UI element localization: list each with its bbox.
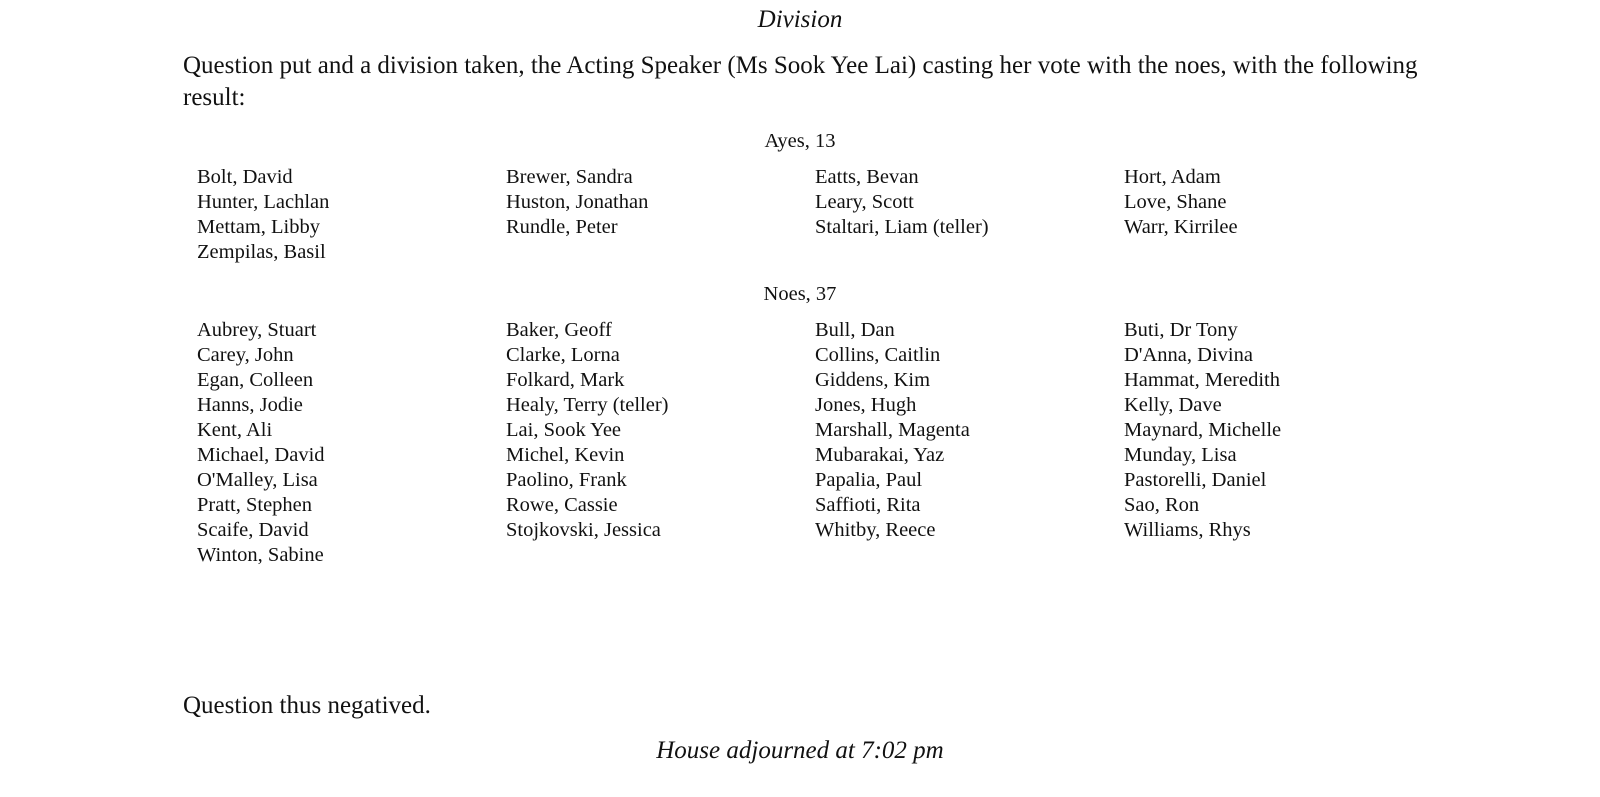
noes-member-name: Scaife, David (197, 519, 309, 541)
ayes-member-name: Eatts, Bevan (815, 166, 919, 188)
noes-member-name: Collins, Caitlin (815, 344, 941, 366)
noes-member-name: Lai, Sook Yee (506, 419, 622, 441)
noes-member-name: Maynard, Michelle (1124, 419, 1282, 441)
ayes-member-name: Hort, Adam (1124, 166, 1221, 188)
noes-member-name: Marshall, Magenta (815, 419, 970, 441)
noes-member-name: Paolino, Frank (506, 469, 627, 491)
ayes-names-list (197, 165, 1433, 265)
noes-member-name: Mubarakai, Yaz (815, 444, 945, 466)
noes-member-name: Williams, Rhys (1124, 519, 1251, 541)
ayes-member-name: Bolt, David (197, 166, 293, 188)
ayes-member-name: Warr, Kirrilee (1124, 216, 1238, 238)
ayes-member-name: Leary, Scott (815, 191, 914, 213)
noes-member-name: Sao, Ron (1124, 494, 1200, 516)
noes-member-name: Jones, Hugh (815, 394, 917, 416)
ayes-member-name: Rundle, Peter (506, 216, 618, 238)
noes-member-name: Kelly, Dave (1124, 394, 1222, 416)
division-heading: Division (757, 6, 843, 33)
noes-member-name: Munday, Lisa (1124, 444, 1237, 466)
division-intro-paragraph: Question put and a division taken, the Acting Speaker (Ms Sook Yee Lai) casting her vote with the noes, with the following result: (183, 52, 1418, 111)
noes-member-name: Hanns, Jodie (197, 394, 303, 416)
noes-member-name: Michael, David (197, 444, 325, 466)
noes-member-name: Michel, Kevin (506, 444, 625, 466)
noes-member-name: Buti, Dr Tony (1124, 319, 1238, 341)
noes-member-name: Pastorelli, Daniel (1124, 469, 1267, 491)
noes-member-name: Aubrey, Stuart (197, 319, 317, 341)
ayes-title: Ayes, 13 (764, 130, 836, 152)
noes-title: Noes, 37 (763, 283, 837, 305)
noes-member-name: Papalia, Paul (815, 469, 923, 491)
ayes-member-name: Zempilas, Basil (197, 241, 326, 263)
ayes-member-name: Mettam, Libby (197, 216, 320, 238)
noes-member-name: O'Malley, Lisa (197, 469, 318, 491)
ayes-member-name: Staltari, Liam (teller) (815, 216, 989, 238)
ayes-member-name: Brewer, Sandra (506, 166, 633, 188)
noes-member-name: Whitby, Reece (815, 519, 936, 541)
noes-member-name: Carey, John (197, 344, 294, 366)
noes-member-name: Clarke, Lorna (506, 344, 620, 366)
noes-member-name: Folkard, Mark (506, 369, 625, 391)
noes-member-name: Healy, Terry (teller) (506, 394, 669, 416)
noes-member-name: Egan, Colleen (197, 369, 314, 391)
noes-member-name: Bull, Dan (815, 319, 895, 341)
noes-member-name: Pratt, Stephen (197, 494, 313, 516)
division-conclusion: Question thus negatived. (183, 692, 431, 719)
noes-member-name: Hammat, Meredith (1124, 369, 1280, 391)
noes-member-name: D'Anna, Divina (1124, 344, 1253, 366)
adjournment-note: House adjourned at 7:02 pm (656, 737, 944, 764)
noes-member-name: Winton, Sabine (197, 544, 324, 566)
noes-names-list (197, 318, 1433, 568)
ayes-member-name: Hunter, Lachlan (197, 191, 330, 213)
ayes-member-name: Love, Shane (1124, 191, 1227, 213)
ayes-member-name: Huston, Jonathan (506, 191, 649, 213)
noes-member-name: Kent, Ali (197, 419, 273, 441)
noes-member-name: Saffioti, Rita (815, 494, 921, 516)
noes-member-name: Stojkovski, Jessica (506, 519, 661, 541)
noes-member-name: Rowe, Cassie (506, 494, 618, 516)
noes-member-name: Giddens, Kim (815, 369, 931, 391)
noes-member-name: Baker, Geoff (506, 319, 612, 341)
